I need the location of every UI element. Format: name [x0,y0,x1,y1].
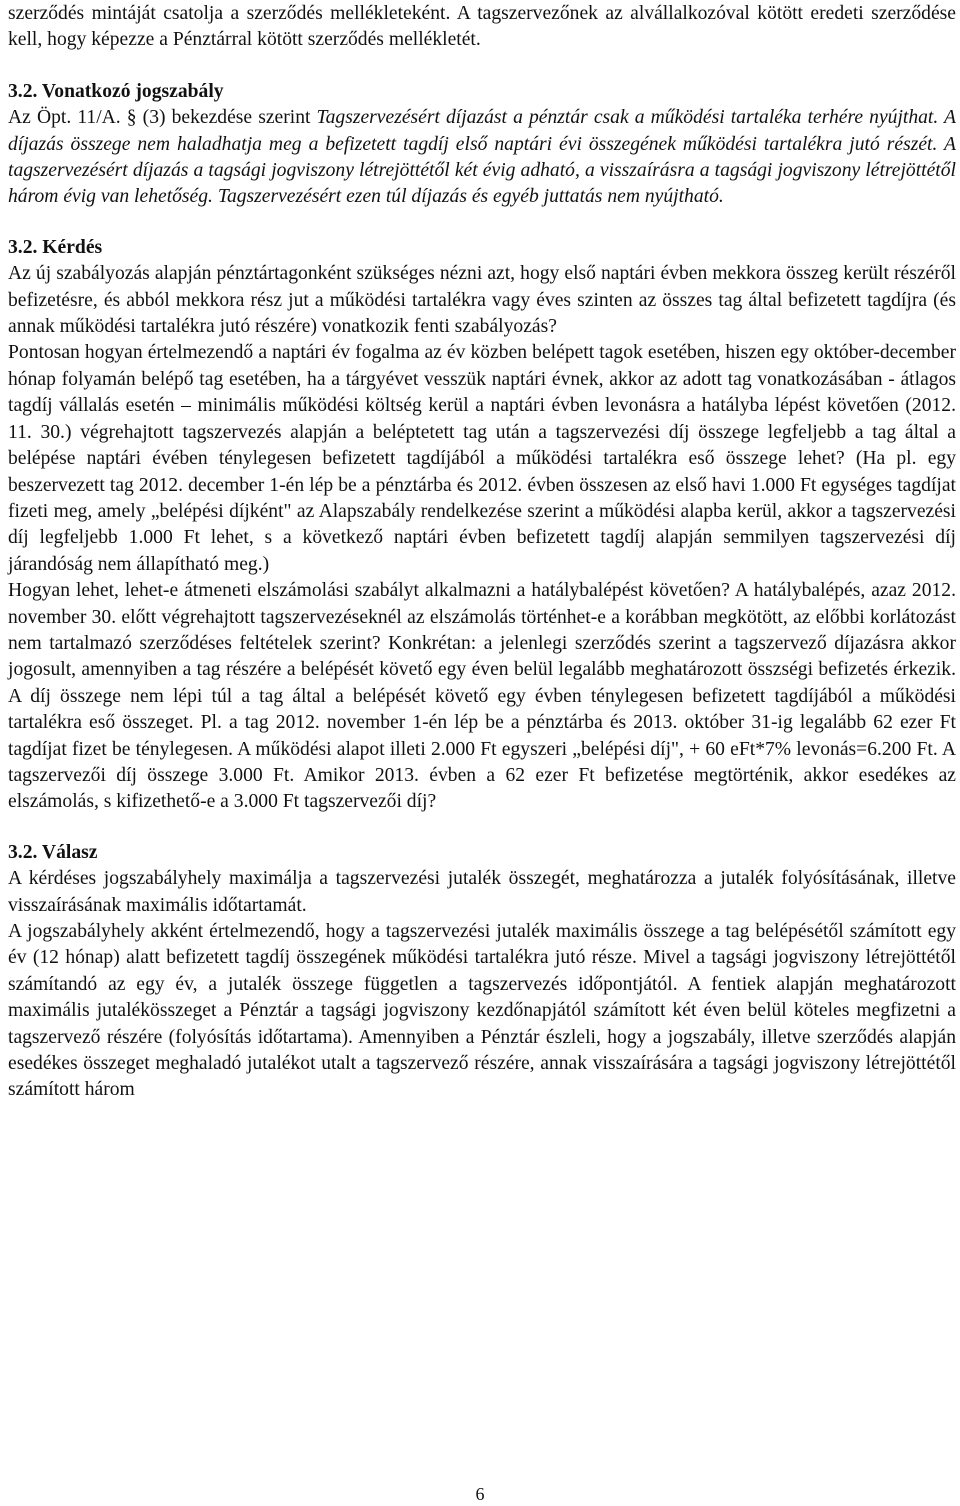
answer-paragraph-1: A kérdéses jogszabályhely maximálja a tagszervezési jutalék összegét, meghatározza a jutalék folyósításának, illetve visszaírásának maximális időtartamát. [8,868,956,916]
document-page [8,0,956,1104]
question-heading: 3.2. Kérdés [8,236,103,258]
intro-paragraph: szerződés mintáját csatolja a szerződés mellékleteként. A tagszervezőnek az alvállalkozóval kötött eredeti szerződése kell, hogy képezze a Pénztárral kötött szerződés mellékletét. [8,3,956,51]
law-paragraph [8,105,956,211]
answer-paragraph-2: A jogszabályhely akként értelmezendő, hogy a tagszervezési jutalék maximális összege a tag belépésétől számított egy év (12 hónap) alatt befizetett tagdíj összegének működési tartalékra jutó része. Mivel a tagsági jogviszony létrejöttétől számítandó az egy év, a jutalék összege független a tagszervezés időpontjától. A fentiek alapján meghatározott maximális jutalékösszeget a Pénztár a tagsági jogviszony kezdőnapjától számított két éven belül köteles megfizetni a tagszervező részére (folyósítás időtartama). Amennyiben a Pénztár észleli, hogy a jogszabály, illetve szerződés alapján esedékes összeget meghaladó jutalékot utalt a tagszervező részére, annak visszaírására a tagsági jogviszony létrejöttétől számított három [8,921,956,1101]
law-quote: Tagszervezésért díjazást a pénztár csak a működési tartaléka terhére nyújthat. A díjazás összege nem haladhatja meg a befizetett tagdíj első naptári évi összegének működési tartalékra jutó részét. A tagszervezésért díjazás a tagsági jogviszony létrejöttétől két évig adható, a visszaírásra a tagsági jogviszony létrejöttétől három évig van lehetőség. Tagszervezésért ezen túl díjazás és egyéb juttatás nem nyújtható. [8,107,956,208]
question-paragraph-2: Pontosan hogyan értelmezendő a naptári év fogalma az év közben belépett tagok esetében, hiszen egy október-december hónap folyamán belépő tag esetében, ha a tárgyévet vesszük naptári évnek, akkor az adott tag vonatkozásában - átlagos tagdíj vállalás esetén – minimális működési költség kerül a naptári évben levonásra a hatályba lépést követően (2012. 11. 30.) végrehajtott tagszervezés alapján a beléptetett tag után a tagszervezési díj összege legfeljebb a tag által a belépése naptári évében ténylegesen befizetett tagdíjából a működési tartalékra eső összege lehet? (Ha pl. egy beszervezett tag 2012. december 1-én lép be a pénztárba és 2012. évben összesen az első havi 1.000 Ft egységes tagdíjat fizeti meg, amely „belépési díjként" az Alapszabály rendelkezése szerint a működési alapba kerül, akkor a tagszervezési díj legfeljebb 1.000 Ft lehet, s a következő naptári évben befizetett tagdíj alapján semmilyen tagszervezési díj járandóság nem állapítható meg.) [8,342,956,575]
question-paragraph-3: Hogyan lehet, lehet-e átmeneti elszámolási szabályt alkalmazni a hatálybalépést követően? A hatálybalépés, azaz 2012. november 30. előtt végrehajtott tagszervezéseknél az elszámolás történhet-e a korábban megkötött, az előbbi korlátozást nem tartalmazó szerződéses feltételek szerint? Konkrétan: a jelenlegi szerződés szerint a tagszervező díjazásra akkor jogosult, amennyiben a tag részére a belépését követő egy éven belül legalább meghatározott összségi befizetés érkezik. A díj összege nem lépi túl a tag által a belépését követő egy évben ténylegesen befizetett tagdíjából a működési tartalékra eső összeget. Pl. a tag 2012. november 1-én lép be a pénztárba és 2013. október 31-ig legalább 62 ezer Ft tagdíjat fizet be ténylegesen. A működési alapot illeti 2.000 Ft egyszeri „belépési díj", + 60 eFt*7% levonás=6.200 Ft. A tagszervezői díj összege 3.000 Ft. Amikor 2013. évben a 62 ezer Ft befizetése megtörténik, akkor esedékes az elszámolás, s kifizethető-e a 3.000 Ft tagszervezői díj? [8,580,956,813]
answer-heading: 3.2. Válasz [8,841,98,863]
page-number: 6 [475,1484,485,1504]
question-paragraph-1: Az új szabályozás alapján pénztártagonként szükséges nézni azt, hogy első naptári évben mekkora összeg került részéről befizetésre, és abból mekkora rész jut a működési tartalékra vagy éves szinten az összes tag által befizetett tagdíjra (és annak működési tartalékra jutó részére) vonatkozik fenti szabályozás? [8,263,956,338]
law-heading: 3.2. Vonatkozó jogszabály [8,80,224,102]
law-reference: Az Öpt. 11/A. § (3) bekezdése szerint [8,107,317,129]
